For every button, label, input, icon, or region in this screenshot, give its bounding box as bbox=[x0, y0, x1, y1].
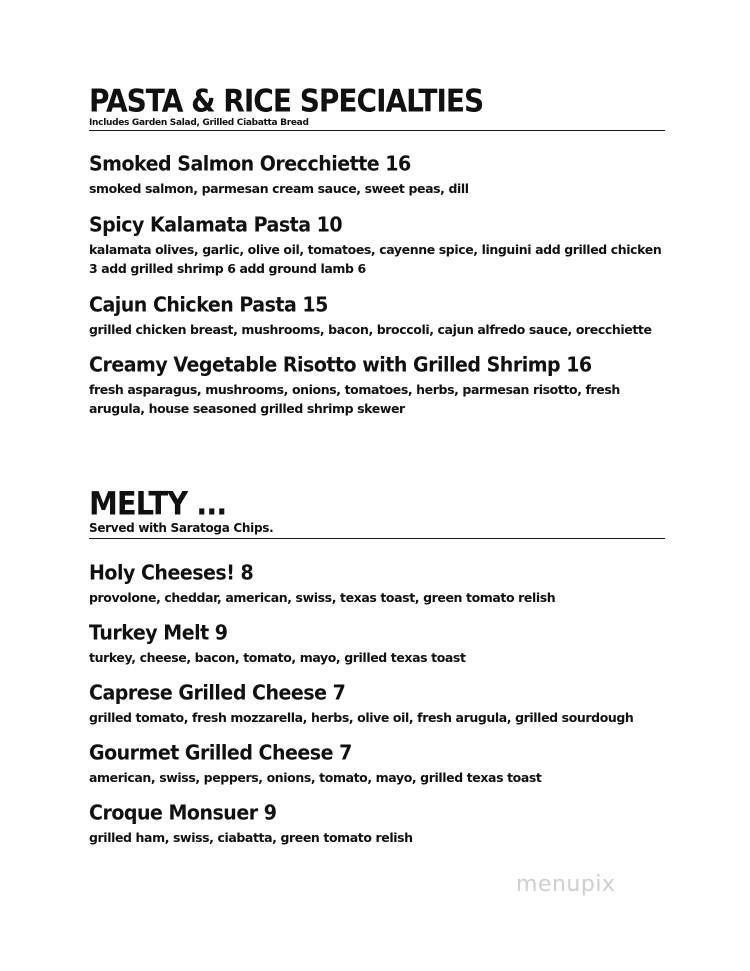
menu-item-name: Gourmet Grilled Cheese 7 bbox=[89, 741, 352, 765]
menu-item bbox=[89, 741, 665, 787]
menu-item-name: Holy Cheeses! 8 bbox=[89, 561, 254, 585]
menu-item bbox=[89, 213, 665, 278]
menu-item bbox=[89, 801, 665, 847]
menu-item-name: Caprese Grilled Cheese 7 bbox=[89, 681, 346, 705]
menu-item-description: provolone, cheddar, american, swiss, texas toast, green tomato relish bbox=[89, 589, 556, 605]
menu-item bbox=[89, 621, 665, 667]
watermark: menupix bbox=[516, 872, 616, 897]
menu-item-name: Creamy Vegetable Risotto with Grilled Shrimp 16 bbox=[89, 353, 592, 377]
pasta-rice-section bbox=[89, 82, 665, 416]
section-subtitle: Served with Saratoga Chips. bbox=[89, 521, 274, 535]
section-title: MELTY ... bbox=[89, 484, 227, 523]
menu-item-name: Smoked Salmon Orecchiette 16 bbox=[89, 152, 411, 176]
menu-item-description: grilled ham, swiss, ciabatta, green tomato relish bbox=[89, 829, 413, 845]
menu-item-description: grilled tomato, fresh mozzarella, herbs, olive oil, fresh arugula, grilled sourdough bbox=[89, 709, 634, 725]
menu-item bbox=[89, 152, 665, 198]
section-subtitle: Includes Garden Salad, Grilled Ciabatta Bread bbox=[89, 118, 309, 128]
menu-item bbox=[89, 353, 665, 418]
menu-item-name: Cajun Chicken Pasta 15 bbox=[89, 293, 328, 317]
menu-item bbox=[89, 293, 665, 339]
section-divider bbox=[89, 130, 665, 131]
menu-item-name: Croque Monsuer 9 bbox=[89, 801, 277, 825]
menu-item-description: grilled chicken breast, mushrooms, bacon, broccoli, cajun alfredo sauce, orecchiette bbox=[89, 321, 652, 337]
menu-item-description: kalamata olives, garlic, olive oil, tomatoes, cayenne spice, linguini add grilled chicken 3 add grilled shrimp 6 add ground lamb 6 bbox=[89, 241, 662, 276]
menu-item-description: turkey, cheese, bacon, tomato, mayo, grilled texas toast bbox=[89, 649, 466, 665]
melty-section bbox=[89, 484, 665, 845]
menu-item-name: Spicy Kalamata Pasta 10 bbox=[89, 213, 343, 237]
menu-item-name: Turkey Melt 9 bbox=[89, 621, 228, 645]
section-title: PASTA & RICE SPECIALTIES bbox=[89, 82, 484, 119]
menu-item-description: american, swiss, peppers, onions, tomato, mayo, grilled texas toast bbox=[89, 769, 542, 785]
menu-item bbox=[89, 561, 665, 607]
menu-item bbox=[89, 681, 665, 727]
menu-item-description: fresh asparagus, mushrooms, onions, tomatoes, herbs, parmesan risotto, fresh arugula, house seasoned grilled shrimp skewer bbox=[89, 381, 620, 416]
section-divider bbox=[89, 538, 665, 539]
menu-item-description: smoked salmon, parmesan cream sauce, sweet peas, dill bbox=[89, 180, 469, 196]
